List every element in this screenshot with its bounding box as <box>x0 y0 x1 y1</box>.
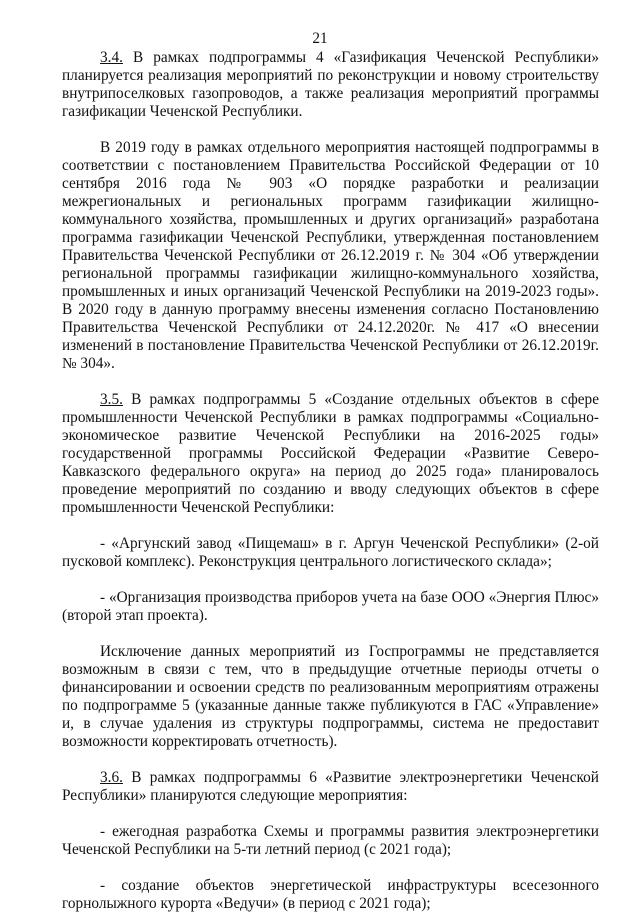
paragraph-text: В рамках подпрограммы 5 «Создание отдельных объектов в сфере промышленности Чеченской Республики в рамках подпрограммы «Социально-экономическое развитие Чеченской Республики на 2016-2025 годы» государственной программы Российской Федерации «Развитие Северо-Кавказского федерального округа» на период до 2025 года» планировалось проведение мероприятий по созданию и вводу следующих объектов в сфере промышленности Чеченской Республики: <box>62 391 599 516</box>
paragraph-text: В рамках подпрограммы 6 «Развитие электроэнергетики Чеченской Республики» планируются следующие мероприятия: <box>62 769 599 804</box>
paragraph-exclusion: Исключение данных мероприятий из Госпрограммы не представляется возможным в связи с тем, что в предыдущие отчетные периоды отчеты о финансировании и освоении средств по реализованным мероприятиям отражены по подпрограмме 5 (указанные данные также публикуются в ГАС «Управление» и, в случае удаления из структуры подпрограммы, система не предоставит возможности корректировать отчетность). <box>62 643 599 750</box>
list-item-energy-plus: - «Организация производства приборов учета на базе ООО «Энергия Плюс» (второй этап проекта). <box>62 589 599 624</box>
paragraph-gasification-program: В 2019 году в рамках отдельного мероприятия настоящей подпрограммы в соответствии с постановлением Правительства Российской Федерации от 10 сентября 2016 года № 903 «О порядке разработки и реализации межрегиональных и региональных программ газификации жилищно-коммунального хозяйства, промышленных и других организаций» разработана программа газификации Чеченской Республики, утвержденная постановлением Правительства Чеченской Республики от 26.12.2019 г. № 304 «Об утверждении региональной программы газификации жилищно-коммунального хозяйства, промышленных и иных организаций Чеченской Республики на 2019-2023 годы». В 2020 году в данную программу внесены изменения согласно Постановлению Правительства Чеченской Республики от 24.12.2020г. № 417 «О внесении изменений в постановление Правительства Чеченской Республики от 26.12.2019г. № 304». <box>62 139 599 372</box>
paragraph-3-6 <box>62 769 599 805</box>
list-item-energy-scheme: - ежегодная разработка Схемы и программы развития электроэнергетики Чеченской Республики на 5-ти летний период (с 2021 года); <box>62 823 599 858</box>
paragraph-3-4 <box>62 49 599 121</box>
list-item-veduchi-resort: - создание объектов энергетической инфраструктуры всесезонного горнолыжного курорта «Ведучи» (в период с 2021 года); <box>62 877 599 912</box>
section-number: 3.4. <box>100 49 123 66</box>
document-body <box>62 49 599 913</box>
section-number: 3.6. <box>100 769 123 786</box>
page-number: 21 <box>312 30 328 47</box>
section-number: 3.5. <box>100 391 123 408</box>
list-item-argun-plant: - «Аргунский завод «Пищемаш» в г. Аргун Чеченской Республики» (2-ой пусковой комплекс). Реконструкция центрального логистического склада»; <box>62 535 599 570</box>
paragraph-3-5 <box>62 391 599 517</box>
paragraph-text: В рамках подпрограммы 4 «Газификация Чеченской Республики» планируется реализация мероприятий по реконструкции и новому строительству внутрипоселковых газопроводов, а также реализация мероприятий программы газификации Чеченской Республики. <box>62 49 599 120</box>
